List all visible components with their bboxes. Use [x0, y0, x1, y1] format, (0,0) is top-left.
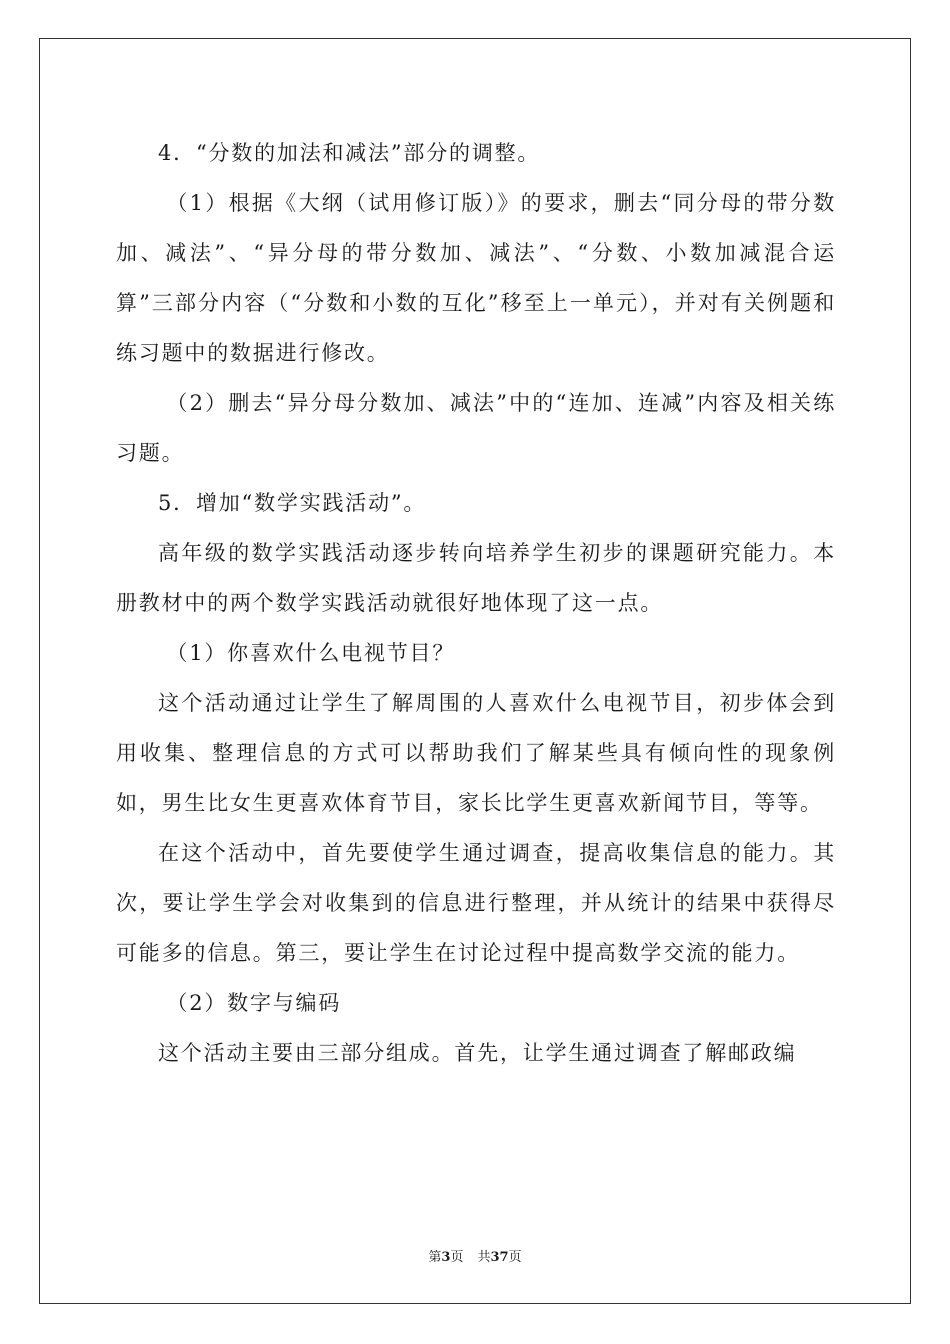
section-heading: 5．增加“数学实践活动”。 [158, 491, 427, 515]
body-paragraph: 这个活动主要由三部分组成。首先，让学生通过调查了解邮政编 [158, 1041, 797, 1065]
footer-total-pages: 37 [490, 1250, 509, 1265]
document-body [116, 128, 836, 1078]
list-item: （2）数字与编码 [166, 991, 342, 1015]
page-footer [0, 1246, 950, 1265]
section-heading: 4．“分数的加法和减法”部分的调整。 [158, 141, 541, 165]
footer-prefix: 第 [428, 1250, 442, 1265]
body-paragraph: 在这个活动中，首先要使学生通过调查，提高收集信息的能力。其次，要让学生学会对收集到的信息进行整理，并从统计的结果中获得尽可能多的信息。第三，要让学生在讨论过程中提高数学交流的能力。 [116, 841, 836, 965]
list-item: （2）删去“异分母分数加、减法”中的“连加、连减”内容及相关练习题。 [116, 391, 836, 465]
footer-total-unit: 页 [508, 1250, 522, 1265]
footer-page-number: 3 [441, 1250, 451, 1265]
footer-page-unit: 页 [450, 1250, 464, 1265]
list-item: （1）你喜欢什么电视节目？ [166, 641, 456, 665]
body-paragraph: 高年级的数学实践活动逐步转向培养学生初步的课题研究能力。本册教材中的两个数学实践活动就很好地体现了这一点。 [116, 541, 836, 615]
footer-total-prefix: 共 [477, 1250, 491, 1265]
list-item: （1）根据《大纲（试用修订版）》的要求，删去“同分母的带分数加、减法”、“异分母的带分数加、减法”、“分数、小数加减混合运算”三部分内容（“分数和小数的互化”移至上一单元），并对有关例题和练习题中的数据进行修改。 [116, 191, 836, 365]
body-paragraph: 这个活动通过让学生了解周围的人喜欢什么电视节目，初步体会到用收集、整理信息的方式可以帮助我们了解某些具有倾向性的现象例如，男生比女生更喜欢体育节目，家长比学生更喜欢新闻节目，等等。 [116, 691, 836, 815]
